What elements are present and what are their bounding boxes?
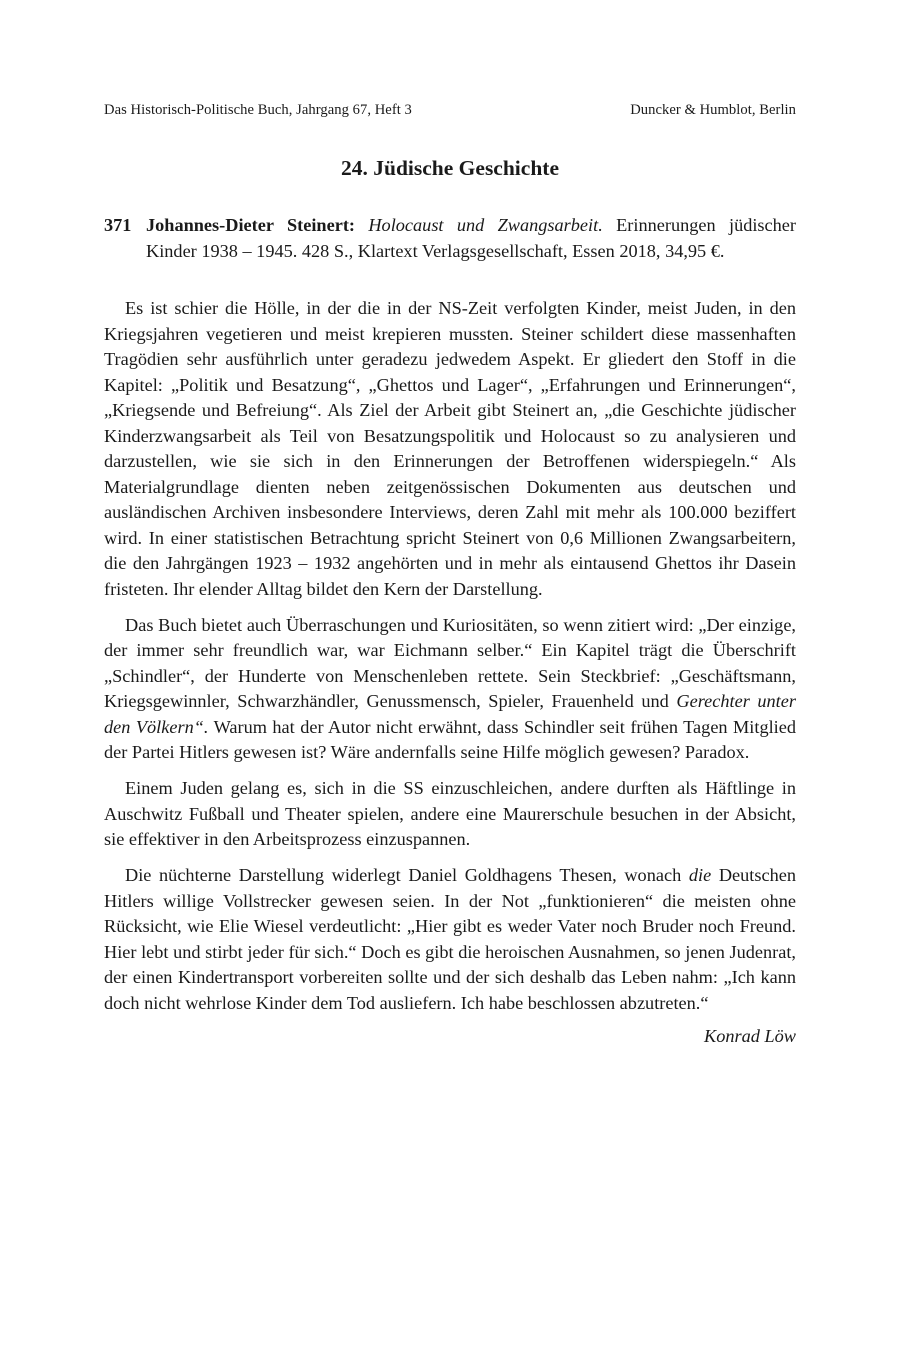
paragraph-2-text-b: Warum hat der Autor nicht erwähnt, dass Schindler seit frühen Tagen Mitglied der Partei Hitlers gewesen ist? Wäre andernfalls seine Hilfe möglich gewesen? Paradox. [104,716,796,762]
journal-info: Das Historisch-Politische Buch, Jahrgang 67, Heft 3 [104,102,412,118]
paragraph-2-text-a: Das Buch bietet auch Überraschungen und Kuriositäten, so wenn zitiert wird: „Der einzige, der immer sehr freundlich war, war Eichmann selber.“ Ein Kapitel trägt die Überschrift „Schindler“, der Hunderte von Menschenleben rettete. Sein Steckbrief: „Geschäftsmann, Kriegsgewinnler, Schwarzhändler, Genussmensch, Spieler, Frauenheld und [104,614,796,711]
running-header [104,101,796,119]
entry-author: Johannes-Dieter Steinert: [146,215,355,235]
section-title: 24. Jüdische Geschichte [341,156,559,180]
review-paragraph-3: Einem Juden gelang es, sich in die SS einzuschleichen, andere durften als Häftlinge in Auschwitz Fußball und Theater spielen, andere eine Maurerschule besuchen in der Absicht, sie effektiver in den Arbeitsprozess einzuspannen. [104,778,796,849]
review-body [104,296,796,1049]
paragraph-2-italic: Gerechter unter den Völkern“. [104,691,796,737]
paragraph-4-italic: die [688,865,712,885]
entry-details: Erinnerungen jüdischer Kinder 1938 – 1945. 428 S., Klartext Verlagsgesellschaft, Essen 2018, 34,95 €. [146,215,796,261]
paragraph-4-text-a: Die nüchterne Darstellung widerlegt Daniel Goldhagens Thesen, wonach [125,865,689,885]
review-paragraph-4 [104,863,796,1016]
reviewer-name: Konrad Löw [704,1025,796,1046]
review-paragraph-2 [104,613,796,766]
entry-number: 371 [104,215,132,235]
bibliographic-entry [104,213,796,264]
review-paragraph-1: Es ist schier die Hölle, in der die in der NS-Zeit verfolgten Kinder, meist Juden, in den Kriegsjahren vegetieren und meist krepieren mussten. Steiner schildert diese massenhaften Tragödien sehr ausführlich unter geradezu jedwedem Aspekt. Er gliedert den Stoff in die Kapitel: „Politik und Besatzung“, „Ghettos und Lager“, „Erfahrungen und Erinnerungen“, „Kriegsende und Befreiung“. Als Ziel der Arbeit gibt Steinert an, „die Geschichte jüdischer Kinderzwangsarbeit als Teil von Besatzungspolitik und Holocaust so zu analysieren und darzustellen, wie sie sich in den Erinnerungen der Betroffenen widerspiegeln.“ Als Materialgrundlage dienten neben zeitgenössischen Dokumenten aus deutschen und ausländischen Archiven insbesondere Interviews, deren Zahl mit mehr als 100.000 beziffert wird. In einer statistischen Betrachtung spricht Steinert von 0,6 Millionen Zwangsarbeitern, die den Jahrgängen 1923 – 1932 angehörten und in mehr als eintausend Ghettos ihr Dasein fristeten. Ihr elender Alltag bildet den Kern der Darstellung. [104,298,796,599]
paragraph-4-text-b: Deutschen Hitlers willige Vollstrecker gewesen seien. In der Not „funktionieren“ die meisten ohne Rücksicht, wie Elie Wiesel verdeutlicht: „Hier gibt es weder Vater noch Bruder noch Freund. Hier lebt und stirbt jeder für sich.“ Doch es gibt die heroischen Ausnahmen, so jenen Judenrat, der einen Kindertransport vorbereiten sollte und der sich deshalb das Leben nahm: „Ich kann doch nicht wehrlose Kinder dem Tod ausliefern. Ich habe beschlossen abzutreten.“ [104,865,797,1013]
entry-book-title: Holocaust und Zwangsarbeit. [368,215,603,235]
entry-citation [146,213,796,264]
publisher-info: Duncker & Humblot, Berlin [630,102,796,118]
